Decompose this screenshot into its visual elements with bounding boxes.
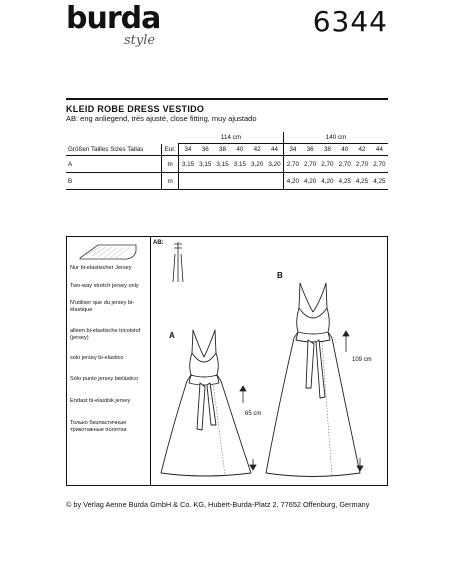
yardage-cell: 2,70 bbox=[284, 156, 302, 173]
size-cell: 42 bbox=[353, 144, 370, 156]
header-rule bbox=[66, 98, 388, 100]
view-b-length: 109 cm bbox=[352, 357, 372, 363]
burda-logo: burda bbox=[66, 1, 161, 36]
yardage-cell: 4,20 bbox=[302, 173, 319, 190]
view-label: A bbox=[66, 156, 162, 173]
yardage-cell: 3,15 bbox=[214, 156, 231, 173]
size-cell: 38 bbox=[319, 144, 336, 156]
notions-label: AB: bbox=[153, 240, 164, 246]
hooks-and-eyes-icon bbox=[168, 240, 188, 284]
fabric-note: Только биэластичные трикотажные полотна bbox=[70, 420, 127, 433]
yardage-cell: 2,70 bbox=[302, 156, 319, 173]
fabric-note: Nur bi-elastischer Jersey bbox=[70, 265, 132, 271]
size-cell: 38 bbox=[214, 144, 231, 156]
width-140: 140 cm bbox=[284, 132, 388, 144]
fabric-note: Two-way stretch jersey only bbox=[70, 283, 139, 289]
width-header-row bbox=[66, 132, 388, 144]
copyright-text: © by Verlag Aenne Burda GmbH & Co. KG, Hubert-Burda-Platz 2, 77652 Offenburg, Germany bbox=[66, 500, 370, 509]
dress-a-drawing bbox=[155, 325, 265, 485]
fabric-note: N'utiliser que du jersey bi-élastique bbox=[70, 300, 135, 313]
size-cell: 34 bbox=[284, 144, 302, 156]
panel-divider bbox=[150, 236, 151, 486]
yardage-table bbox=[66, 132, 388, 190]
table-row bbox=[66, 156, 388, 173]
dress-b-drawing bbox=[260, 278, 390, 483]
yardage-cell: 3,15 bbox=[197, 156, 214, 173]
yardage-cell: 4,25 bbox=[371, 173, 388, 190]
view-a-length: 65 cm bbox=[245, 411, 262, 417]
yardage-cell: 4,20 bbox=[319, 173, 336, 190]
yardage-cell bbox=[214, 173, 231, 190]
size-cell: 36 bbox=[197, 144, 214, 156]
yardage-cell: 2,70 bbox=[371, 156, 388, 173]
size-system: Eur. bbox=[162, 144, 179, 156]
yardage-cell bbox=[179, 173, 197, 190]
size-cell: 44 bbox=[266, 144, 284, 156]
view-b-label: B bbox=[277, 271, 283, 280]
size-cell: 40 bbox=[336, 144, 353, 156]
size-header-row bbox=[66, 144, 388, 156]
size-cell: 34 bbox=[179, 144, 197, 156]
unit-cell: m bbox=[162, 173, 179, 190]
fabric-swatch-icon bbox=[78, 242, 138, 262]
yardage-cell: 4,25 bbox=[353, 173, 370, 190]
fit-description: AB: eng anliegend, très ajusté, close fitting, muy ajustado bbox=[66, 114, 257, 123]
yardage-cell: 4,25 bbox=[336, 173, 353, 190]
yardage-cell: 3,15 bbox=[179, 156, 197, 173]
yardage-cell: 2,70 bbox=[353, 156, 370, 173]
yardage-cell bbox=[231, 173, 248, 190]
fabric-note: solo jersey bi-elastico bbox=[70, 355, 124, 361]
fabric-note: alleen bi-elastische tricotstof (jersey) bbox=[70, 328, 141, 341]
logo-style-text: style bbox=[124, 33, 156, 48]
yardage-cell bbox=[197, 173, 214, 190]
size-cell: 44 bbox=[371, 144, 388, 156]
yardage-cell: 3,15 bbox=[231, 156, 248, 173]
fabric-note: Sólo punto jersey bielástico bbox=[70, 376, 139, 382]
size-cell: 42 bbox=[248, 144, 265, 156]
size-cell: 40 bbox=[231, 144, 248, 156]
fabric-note: Endast bi-elastisk jersey bbox=[70, 398, 131, 404]
yardage-cell: 4,20 bbox=[284, 173, 302, 190]
yardage-cell bbox=[266, 173, 284, 190]
yardage-cell bbox=[248, 173, 265, 190]
unit-cell: m bbox=[162, 156, 179, 173]
pattern-number: 6344 bbox=[312, 5, 388, 38]
yardage-cell: 3,20 bbox=[266, 156, 284, 173]
yardage-cell: 3,20 bbox=[248, 156, 265, 173]
view-label: B bbox=[66, 173, 162, 190]
width-114: 114 cm bbox=[179, 132, 284, 144]
yardage-cell: 2,70 bbox=[319, 156, 336, 173]
view-a-label: A bbox=[169, 331, 175, 340]
sizes-label: Größen Tailles Sizes Tallas bbox=[66, 144, 162, 156]
yardage-cell: 2,70 bbox=[336, 156, 353, 173]
table-row bbox=[66, 173, 388, 190]
garment-title: KLEID ROBE DRESS VESTIDO bbox=[66, 104, 205, 114]
size-cell: 36 bbox=[302, 144, 319, 156]
